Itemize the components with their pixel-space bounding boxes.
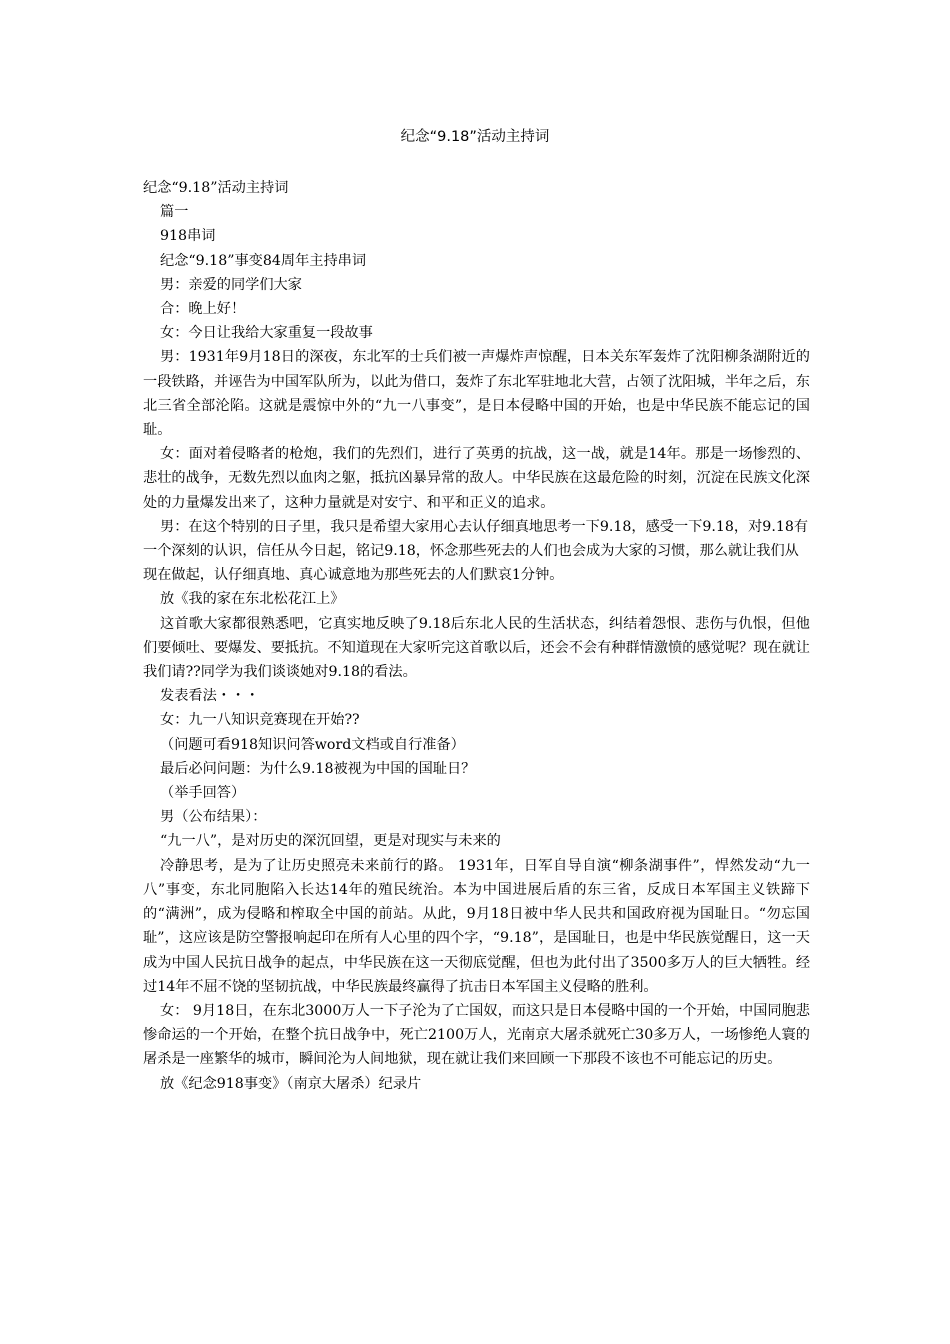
paragraph: 这首歌大家都很熟悉吧，它真实地反映了9.18后东北人民的生活状态，纠结着怨恨、悲伤与仇恨，但他们要倾吐、要爆发、要抵抗。不知道现在大家听完这首歌以后，还会不会有种群情激愤的感觉呢？现在就让我们请??同学为我们谈谈她对9.18的看法。 [143, 615, 810, 681]
paragraph: 女：面对着侵略者的枪炮，我们的先烈们，进行了英勇的抗战，这一战，就是14年。那是一场惨烈的、悲壮的战争，无数先烈以血肉之躯，抵抗凶暴异常的敌人。中华民族在这最危险的时刻，沉淀在民族文化深处的力量爆发出来了，这种力量就是对安宁、和平和正义的追求。 [143, 446, 810, 511]
paragraph: 冷静思考，是为了让历史照亮未来前行的路。 1931年，日军自导自演“柳条湖事件”，悍然发动“九一八”事变，东北同胞陷入长达14年的殖民统治。本为中国进展后盾的东三省，反成日本军国主义铁蹄下的“满洲”，成为侵略和榨取全中国的前站。从此，9月18日被中华人民共和国政府视为国耻日。“勿忘国耻”，这应该是防空警报响起印在所有人心里的四个字，“9.18”，是国耻日，也是中华民族觉醒日，这一天成为中国人民抗日战争的起点，中华民族在这一天彻底觉醒，但也为此付出了3500多万人的巨大牺牲。经过14年不屈不饶的坚韧抗战，中华民族最终赢得了抗击日本军国主义侵略的胜利。 [143, 857, 811, 995]
document-body [143, 176, 810, 1096]
paragraph: 篇一 [160, 204, 189, 221]
paragraph: 纪念“9.18”事变84周年主持串词 [160, 252, 367, 269]
paragraph: 最后必问问题：为什么9.18被视为中国的国耻日？ [160, 760, 476, 777]
paragraph: 放《我的家在东北松花江上》 [160, 591, 345, 608]
paragraph: 男：1931年9月18日的深夜，东北军的士兵们被一声爆炸声惊醒，日本关东军轰炸了沈阳柳条湖附近的一段铁路，并诬告为中国军队所为，以此为借口，轰炸了东北军驻地北大营，占领了沈阳城，半年之后，东北三省全部沦陷。这就是震惊中外的“九一八事变”，是日本侵略中国的开始，也是中华民族不能忘记的国耻。 [143, 349, 810, 439]
paragraph: 合：晚上好！ [160, 301, 246, 318]
paragraph: 女： 9月18日，在东北3000万人一下子沦为了亡国奴，而这只是日本侵略中国的一个开始，中国同胞悲惨命运的一个开始，在整个抗日战争中，死亡2100万人，光南京大屠杀就死亡30多万人，一场惨绝人寰的屠杀是一座繁华的城市，瞬间沦为人间地狱，现在就让我们来回顾一下那段不该也不可能忘记的历史。 [143, 1002, 810, 1068]
paragraph: 女：九一八知识竞赛现在开始?? [160, 712, 360, 729]
paragraph: （问题可看918知识问答word文档或自行准备） [160, 736, 465, 753]
document-title: 纪念“9.18”活动主持词 [400, 129, 550, 145]
paragraph: 放《纪念918事变》（南京大屠杀）纪录片 [160, 1075, 422, 1092]
paragraph: 918串词 [160, 228, 216, 245]
paragraph: 男：在这个特别的日子里，我只是希望大家用心去认仔细真地思考一下9.18，感受一下9.18，对9.18有一个深刻的认识，信任从今日起，铭记9.18，怀念那些死去的人们也会成为大家的习惯，那么就让我们从现在做起，认仔细真地、真心诚意地为那些死去的人们默哀1分钟。 [143, 518, 809, 584]
paragraph: 女：今日让我给大家重复一段故事 [160, 325, 373, 342]
paragraph: （举手回答） [160, 785, 246, 802]
paragraph: 发表看法・・・ [160, 688, 260, 705]
paragraph: “九一八”，是对历史的深沉回望，更是对现实与未来的 [160, 833, 501, 850]
paragraph: 男（公布结果）： [160, 809, 267, 826]
paragraph: 男：亲爱的同学们大家 [160, 276, 302, 293]
section-heading: 纪念“9.18”活动主持词 [143, 180, 289, 196]
